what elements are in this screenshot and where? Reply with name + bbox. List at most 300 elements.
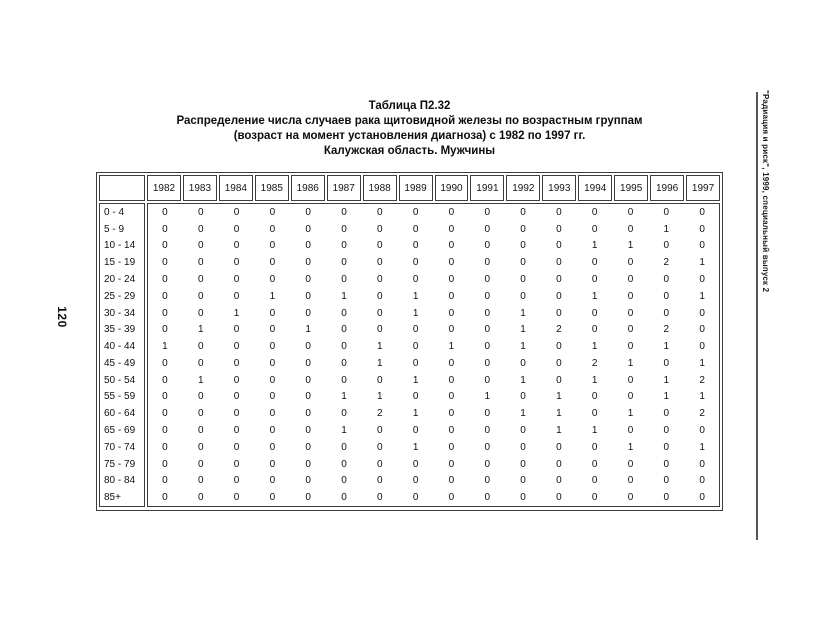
value-cell: 0: [663, 206, 670, 218]
value-cell: 0: [484, 341, 490, 353]
value-cell: 0: [591, 273, 598, 285]
value-cell: 0: [412, 273, 419, 285]
value-cell: 1: [377, 357, 383, 369]
value-cell: 1: [591, 290, 598, 302]
value-cell: 0: [627, 492, 634, 504]
value-cell: 0: [448, 290, 455, 302]
value-cell: 0: [162, 424, 168, 436]
year-header-cell: 1994: [578, 175, 612, 201]
age-group-label: 5 - 9: [104, 223, 125, 235]
value-cell: 0: [341, 475, 347, 487]
value-cell: 1: [377, 391, 383, 403]
value-cell: 0: [233, 374, 240, 386]
age-group-label: 30 - 34: [104, 307, 136, 319]
year-header-cell: 1986: [291, 175, 325, 201]
value-cell: 0: [448, 475, 455, 487]
value-cell: 1: [520, 374, 526, 386]
value-cell: 0: [341, 273, 347, 285]
value-cell: 0: [377, 458, 383, 470]
value-cell: 0: [305, 223, 311, 235]
value-cell: 0: [162, 273, 168, 285]
value-cell: 0: [341, 458, 347, 470]
age-group-label: 75 - 79: [104, 458, 136, 470]
value-cell: 0: [484, 273, 490, 285]
value-cell: 0: [699, 223, 705, 235]
value-cell: 0: [663, 408, 670, 420]
value-cell: 0: [162, 441, 168, 453]
value-cell: 0: [377, 374, 383, 386]
value-cell: 0: [162, 408, 168, 420]
value-cell: 0: [305, 357, 311, 369]
value-cell: 0: [269, 391, 276, 403]
value-cell: 0: [448, 206, 455, 218]
table-body: [99, 203, 720, 507]
value-cell: 0: [520, 424, 526, 436]
value-cell: 0: [197, 391, 204, 403]
value-cell: 0: [305, 341, 311, 353]
table-title-block: [96, 99, 723, 159]
value-cell: 0: [162, 357, 168, 369]
value-cell: 0: [197, 357, 204, 369]
value-cell: 0: [377, 424, 383, 436]
value-cell: 0: [341, 324, 347, 336]
value-cell: 0: [484, 408, 490, 420]
age-group-label: 0 - 4: [104, 206, 125, 218]
value-cell: 0: [663, 290, 670, 302]
value-cell: 0: [448, 441, 455, 453]
value-cell: 0: [663, 492, 670, 504]
year-header-cell: 1991: [470, 175, 504, 201]
value-cell: 1: [627, 240, 634, 252]
value-cell: 0: [305, 290, 311, 302]
value-cell: 1: [412, 307, 419, 319]
value-cell: 0: [591, 475, 598, 487]
year-header-cell: 1982: [147, 175, 181, 201]
value-cell: 0: [377, 257, 383, 269]
value-cell: 0: [269, 357, 276, 369]
value-cell: 0: [377, 475, 383, 487]
value-cell: 0: [305, 391, 311, 403]
value-cell: 1: [663, 223, 670, 235]
value-cell: 0: [269, 424, 276, 436]
value-cell: 0: [233, 223, 240, 235]
value-cell: 0: [556, 257, 562, 269]
value-cell: 0: [305, 458, 311, 470]
value-cell: 0: [269, 273, 276, 285]
value-cell: 1: [412, 374, 419, 386]
value-cell: 0: [448, 374, 455, 386]
value-cell: 1: [412, 408, 419, 420]
value-cell: 0: [305, 441, 311, 453]
value-cell: 0: [699, 240, 705, 252]
value-cell: 1: [627, 408, 634, 420]
value-cell: 0: [556, 240, 562, 252]
value-cell: 0: [520, 223, 526, 235]
value-cell: 1: [591, 240, 598, 252]
age-group-label: 80 - 84: [104, 475, 136, 487]
value-cell: 0: [699, 307, 705, 319]
value-cell: 0: [556, 307, 562, 319]
value-cell: 0: [197, 441, 204, 453]
value-cell: 0: [162, 257, 168, 269]
value-cell: 0: [484, 492, 490, 504]
value-cell: 0: [448, 273, 455, 285]
value-cell: 0: [377, 273, 383, 285]
value-cell: 0: [484, 424, 490, 436]
value-cell: 0: [269, 257, 276, 269]
value-cell: 0: [627, 374, 634, 386]
value-cell: 1: [699, 257, 705, 269]
value-cell: 0: [591, 206, 598, 218]
value-cell: 1: [627, 357, 634, 369]
value-cell: 0: [269, 492, 276, 504]
value-cell: 0: [197, 458, 204, 470]
value-cell: 0: [627, 424, 634, 436]
value-cell: 1: [591, 424, 598, 436]
age-group-label-column: [99, 203, 145, 507]
value-cell: 0: [627, 475, 634, 487]
value-cell: 0: [269, 341, 276, 353]
value-cell: 0: [627, 206, 634, 218]
year-header-cell: 1987: [327, 175, 361, 201]
value-cell: 0: [556, 492, 562, 504]
age-group-label: 10 - 14: [104, 240, 136, 252]
value-cell: 0: [627, 391, 634, 403]
age-group-label: 35 - 39: [104, 324, 136, 336]
value-cell: 1: [663, 374, 670, 386]
value-cell: 0: [627, 223, 634, 235]
value-cell: 0: [556, 458, 562, 470]
value-cell: 0: [484, 240, 490, 252]
age-group-label: 15 - 19: [104, 257, 136, 269]
value-cell: 0: [699, 324, 705, 336]
value-cell: 0: [341, 408, 347, 420]
value-cell: 0: [663, 307, 670, 319]
value-cell: 0: [591, 307, 598, 319]
value-cell: 0: [591, 492, 598, 504]
value-cell: 1: [305, 324, 311, 336]
value-cell: 0: [162, 458, 168, 470]
value-cell: 0: [448, 307, 455, 319]
value-cell: 0: [233, 424, 240, 436]
value-cell: 0: [341, 257, 347, 269]
value-cell: 0: [162, 206, 168, 218]
value-cell: 0: [162, 240, 168, 252]
value-cell: 0: [233, 475, 240, 487]
value-cell: 0: [663, 475, 670, 487]
value-cell: 0: [699, 424, 705, 436]
value-cell: 0: [484, 223, 490, 235]
page-number: 120: [55, 306, 69, 328]
value-cell: 0: [412, 223, 419, 235]
value-cell: 1: [520, 341, 526, 353]
value-cell: 0: [556, 206, 562, 218]
value-cell: 0: [663, 441, 670, 453]
title-line-region: Калужская область. Мужчины: [323, 145, 496, 157]
value-cell: 0: [269, 307, 276, 319]
value-cell: 0: [412, 391, 419, 403]
title-line-period: (возраст на момент установления диагноза) с 1982 по 1997 гг.: [233, 130, 586, 142]
value-cell: 0: [341, 307, 347, 319]
value-cell: 0: [162, 290, 168, 302]
journal-margin-note: "Радиация и риск", 1999, специальный выпуск 2: [761, 90, 770, 293]
value-cell: 0: [663, 357, 670, 369]
value-cell: 2: [663, 324, 670, 336]
value-cell: 0: [412, 324, 419, 336]
value-cell: 0: [484, 458, 490, 470]
value-cell: 0: [269, 441, 276, 453]
title-table-number: Таблица П2.32: [368, 100, 451, 112]
age-group-label: 50 - 54: [104, 374, 136, 386]
year-header-cell: 1995: [614, 175, 648, 201]
value-cell: 2: [591, 357, 598, 369]
value-cell: 1: [269, 290, 276, 302]
value-cell: 1: [341, 290, 347, 302]
value-cell: 1: [162, 341, 168, 353]
value-cell: 0: [305, 307, 311, 319]
value-cell: 0: [484, 307, 490, 319]
value-cell: 0: [484, 290, 490, 302]
age-group-label: 85+: [104, 492, 121, 504]
value-cell: 2: [377, 408, 383, 420]
table-corner-cell: [99, 175, 145, 201]
value-cell: 0: [233, 273, 240, 285]
value-cell: 0: [412, 475, 419, 487]
value-cell: 0: [162, 324, 168, 336]
value-cell: 0: [556, 223, 562, 235]
value-cell: 0: [591, 324, 598, 336]
value-cell: 0: [305, 273, 311, 285]
value-cell: 0: [269, 408, 276, 420]
value-cell: 0: [663, 273, 670, 285]
value-cell: 0: [341, 374, 347, 386]
value-cell: 0: [162, 374, 168, 386]
year-header-cell: 1992: [506, 175, 540, 201]
value-cell: 0: [197, 257, 204, 269]
value-cell: 0: [520, 441, 526, 453]
age-group-label: 45 - 49: [104, 357, 136, 369]
value-cell: 0: [305, 408, 311, 420]
value-cell: 0: [305, 424, 311, 436]
value-cell: 0: [591, 441, 598, 453]
value-cell: 0: [412, 341, 419, 353]
value-cell: 0: [341, 341, 347, 353]
value-cell: 0: [341, 357, 347, 369]
value-cell: 0: [305, 475, 311, 487]
year-header-cell: 1997: [686, 175, 720, 201]
value-cell: 0: [484, 374, 490, 386]
value-cell: 0: [484, 475, 490, 487]
value-cell: 0: [627, 341, 634, 353]
value-cell: 0: [233, 324, 240, 336]
year-header-cell: 1989: [399, 175, 433, 201]
value-cell: 1: [591, 374, 598, 386]
value-cell: 0: [305, 240, 311, 252]
value-cell: 0: [305, 492, 311, 504]
value-cell: 0: [412, 240, 419, 252]
age-group-label: 60 - 64: [104, 408, 136, 420]
value-cell: 0: [627, 307, 634, 319]
age-group-label: 20 - 24: [104, 273, 136, 285]
year-header-cell: 1985: [255, 175, 289, 201]
value-cell: 0: [233, 206, 240, 218]
value-cell: 0: [448, 324, 455, 336]
value-cell: 2: [699, 408, 705, 420]
value-cell: 0: [556, 290, 562, 302]
value-cell: 0: [162, 223, 168, 235]
value-cell: 0: [556, 273, 562, 285]
year-header-cell: 1988: [363, 175, 397, 201]
value-cell: 0: [591, 391, 598, 403]
value-cell: 0: [448, 391, 455, 403]
value-cell: 0: [520, 391, 526, 403]
value-cell: 0: [412, 492, 419, 504]
value-cell: 0: [627, 290, 634, 302]
value-cell: 1: [591, 341, 598, 353]
value-cell: 0: [556, 475, 562, 487]
value-cell: 1: [663, 391, 670, 403]
value-cell: 0: [197, 223, 204, 235]
table-header-row: [99, 175, 720, 201]
value-cell: 0: [627, 324, 634, 336]
value-cell: 0: [269, 374, 276, 386]
value-cell: 0: [341, 492, 347, 504]
value-cell: 0: [591, 257, 598, 269]
value-cell: 0: [233, 290, 240, 302]
value-cell: 1: [448, 341, 455, 353]
value-cell: 0: [233, 391, 240, 403]
data-table: [96, 172, 723, 511]
value-cell: 0: [556, 357, 562, 369]
value-cell: 1: [556, 408, 562, 420]
value-cell: 1: [520, 408, 526, 420]
value-cell: 0: [699, 273, 705, 285]
value-cell: 1: [233, 307, 240, 319]
value-cell: 1: [699, 357, 705, 369]
value-cell: 0: [377, 240, 383, 252]
value-cell: 0: [627, 273, 634, 285]
year-header-cell: 1990: [435, 175, 469, 201]
value-cell: 0: [197, 206, 204, 218]
value-cell: 0: [305, 374, 311, 386]
value-cell: 0: [448, 408, 455, 420]
value-cell: 0: [448, 492, 455, 504]
year-header-cell: 1984: [219, 175, 253, 201]
value-cell: 0: [484, 324, 490, 336]
value-cell: 0: [520, 273, 526, 285]
age-group-label: 70 - 74: [104, 441, 136, 453]
value-cell: 0: [520, 206, 526, 218]
value-cell: 0: [269, 475, 276, 487]
age-group-label: 65 - 69: [104, 424, 136, 436]
value-cell: 0: [663, 424, 670, 436]
value-cell: 0: [197, 341, 204, 353]
value-cell: 0: [448, 424, 455, 436]
value-cell: 0: [377, 206, 383, 218]
value-cell: 0: [341, 223, 347, 235]
value-cell: 1: [412, 441, 419, 453]
value-cell: 0: [699, 206, 705, 218]
value-cell: 0: [591, 458, 598, 470]
value-cell: 0: [233, 492, 240, 504]
value-cell: 0: [233, 441, 240, 453]
value-cell: 0: [520, 290, 526, 302]
value-cell: 0: [412, 257, 419, 269]
value-cell: 1: [663, 341, 670, 353]
value-cell: 0: [162, 391, 168, 403]
year-header-cell: 1993: [542, 175, 576, 201]
value-cell: 1: [699, 290, 705, 302]
value-cell: 0: [663, 240, 670, 252]
value-cell: 0: [377, 223, 383, 235]
value-cell: 0: [556, 341, 562, 353]
value-cell: 0: [699, 492, 705, 504]
value-cell: 0: [377, 324, 383, 336]
value-cell: 0: [448, 223, 455, 235]
value-cell: 1: [699, 391, 705, 403]
value-cell: 1: [627, 441, 634, 453]
value-cell: 0: [412, 206, 419, 218]
value-cell: 0: [556, 374, 562, 386]
value-cell: 1: [197, 324, 204, 336]
value-cell: 1: [699, 441, 705, 453]
value-cell: 1: [341, 391, 347, 403]
value-cell: 0: [484, 257, 490, 269]
value-cell: 0: [591, 408, 598, 420]
value-cell: 0: [520, 475, 526, 487]
title-line-distribution: Распределение числа случаев рака щитовидной железы по возрастным группам: [176, 115, 643, 127]
value-cell: 0: [305, 206, 311, 218]
year-header-cell: 1996: [650, 175, 684, 201]
value-cell: 0: [412, 424, 419, 436]
value-cell: 0: [233, 458, 240, 470]
value-cell: 0: [341, 441, 347, 453]
value-cell: 0: [377, 492, 383, 504]
value-cell: 0: [197, 424, 204, 436]
value-cell: 2: [663, 257, 670, 269]
value-cell: 0: [197, 290, 204, 302]
value-cell: 0: [520, 357, 526, 369]
value-cell: 0: [162, 475, 168, 487]
value-cell: 0: [377, 307, 383, 319]
value-cell: 0: [412, 458, 419, 470]
value-cell: 1: [520, 307, 526, 319]
value-cell: 1: [341, 424, 347, 436]
value-cell: 1: [484, 391, 490, 403]
value-cell: 0: [341, 206, 347, 218]
value-cell: 0: [699, 341, 705, 353]
value-cell: 0: [269, 206, 276, 218]
value-cell: 0: [197, 475, 204, 487]
value-cell: 0: [520, 492, 526, 504]
value-cell: 0: [448, 257, 455, 269]
value-cell: 0: [197, 408, 204, 420]
value-cell: 1: [520, 324, 526, 336]
right-margin-rule: [756, 92, 758, 540]
value-cell: 0: [520, 458, 526, 470]
value-cell: 0: [699, 475, 705, 487]
value-cell: 0: [269, 240, 276, 252]
value-cell: 0: [162, 492, 168, 504]
value-cell: 0: [448, 357, 455, 369]
value-cell: 0: [663, 458, 670, 470]
value-cell: 0: [197, 240, 204, 252]
table-values-grid: [147, 203, 720, 507]
value-cell: 0: [233, 257, 240, 269]
value-cell: 0: [233, 408, 240, 420]
value-cell: 0: [520, 257, 526, 269]
value-cell: 0: [162, 307, 168, 319]
